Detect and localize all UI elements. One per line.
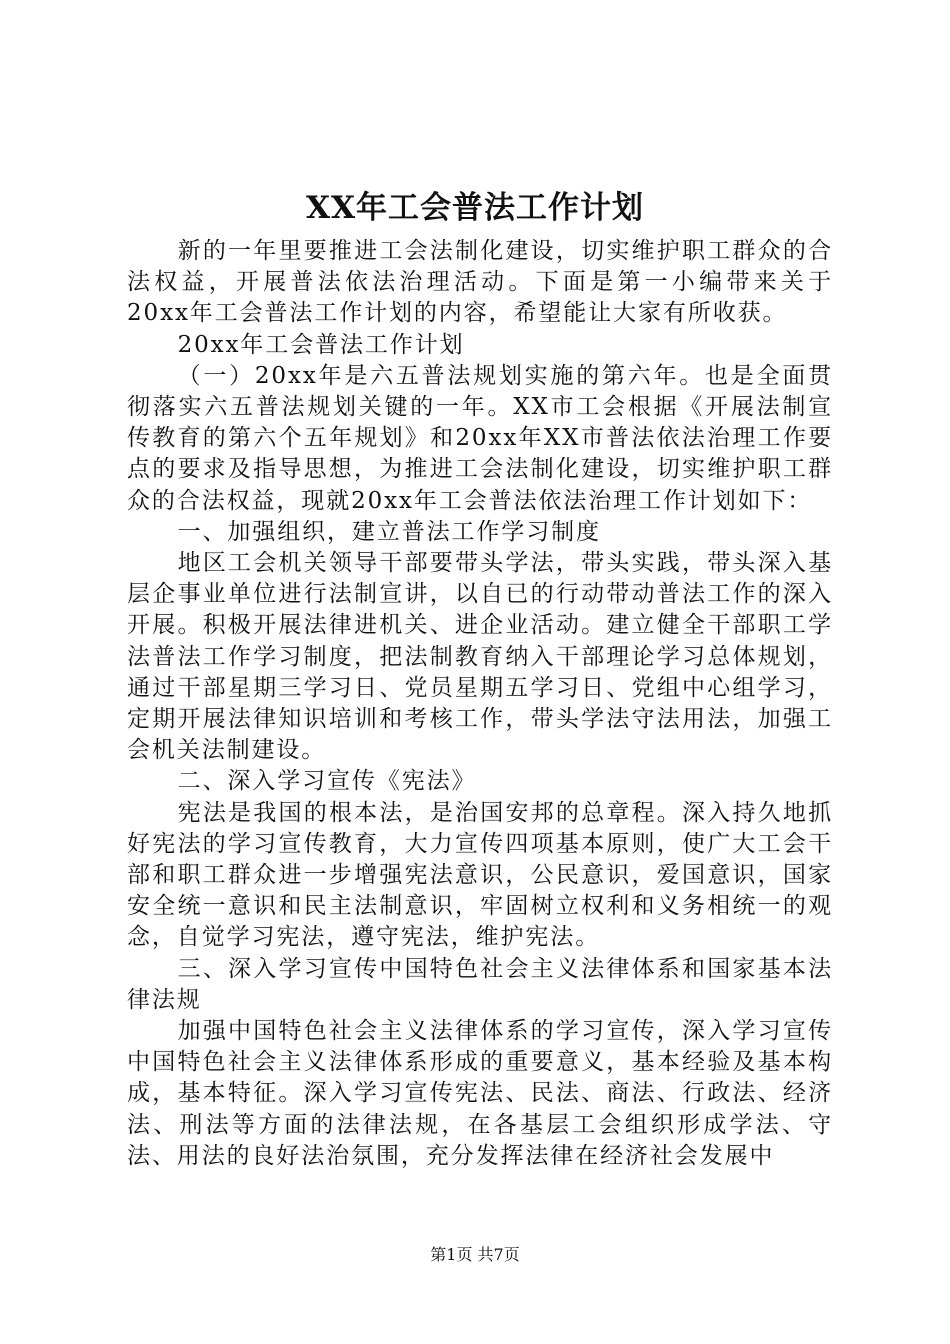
intro-paragraph: 新的一年里要推进工会法制化建设，切实维护职工群众的合法权益，开展普法依法治理活动。下面是第一小编带来关于20xx年工会普法工作计划的内容，希望能让大家有所收获。 — [127, 238, 833, 327]
paragraph-section-one-intro: （一）20xx年是六五普法规划实施的第六年。也是全面贯彻落实六五普法规划关键的一年。XX市工会根据《开展法制宣传教育的第六个五年规划》和20xx年XX市普法依法治理工作要点的要求及指导思想，为推进工会法制化建设，切实维护职工群众的合法权益，现就20xx年工会普法依法治理工作计划如下： — [127, 362, 833, 514]
paragraph-two: 宪法是我国的根本法，是治国安邦的总章程。深入持久地抓好宪法的学习宣传教育，大力宣传四项基本原则，使广大工会干部和职工群众进一步增强宪法意识，公民意识，爱国意识，国家安全统一意识和民主法制意识，牢固树立权利和义务相统一的观念，自觉学习宪法，遵守宪法，维护宪法。 — [127, 799, 833, 951]
paragraph-three: 加强中国特色社会主义法律体系的学习宣传，深入学习宣传中国特色社会主义法律体系形成的重要意义，基本经验及基本构成，基本特征。深入学习宣传宪法、民法、商法、行政法、经济法、刑法等方面的法律法规，在各基层工会组织形成学法、守法、用法的良好法治氛围，充分发挥法律在经济社会发展中 — [127, 1018, 833, 1169]
heading-two: 二、深入学习宣传《宪法》 — [177, 768, 477, 795]
page-footer: 第1页 共7页 — [430, 1245, 520, 1264]
document-title: XX年工会普法工作计划 — [305, 190, 645, 226]
heading-one: 一、加强组织，建立普法工作学习制度 — [177, 518, 601, 545]
document-body — [127, 236, 833, 1172]
heading-three: 三、深入学习宣传中国特色社会主义法律体系和国家基本法律法规 — [127, 955, 833, 1013]
paragraph-one: 地区工会机关领导干部要带头学法，带头实践，带头深入基层企事业单位进行法制宣讲，以自已的行动带动普法工作的深入开展。积极开展法律进机关、进企业活动。建立健全干部职工学法普法工作学习制度，把法制教育纳入干部理论学习总体规划，通过干部星期三学习日、党员星期五学习日、党组中心组学习，定期开展法律知识培训和考核工作，带头学法守法用法，加强工会机关法制建设。 — [127, 550, 833, 764]
plan-subtitle: 20xx年工会普法工作计划 — [177, 331, 465, 358]
